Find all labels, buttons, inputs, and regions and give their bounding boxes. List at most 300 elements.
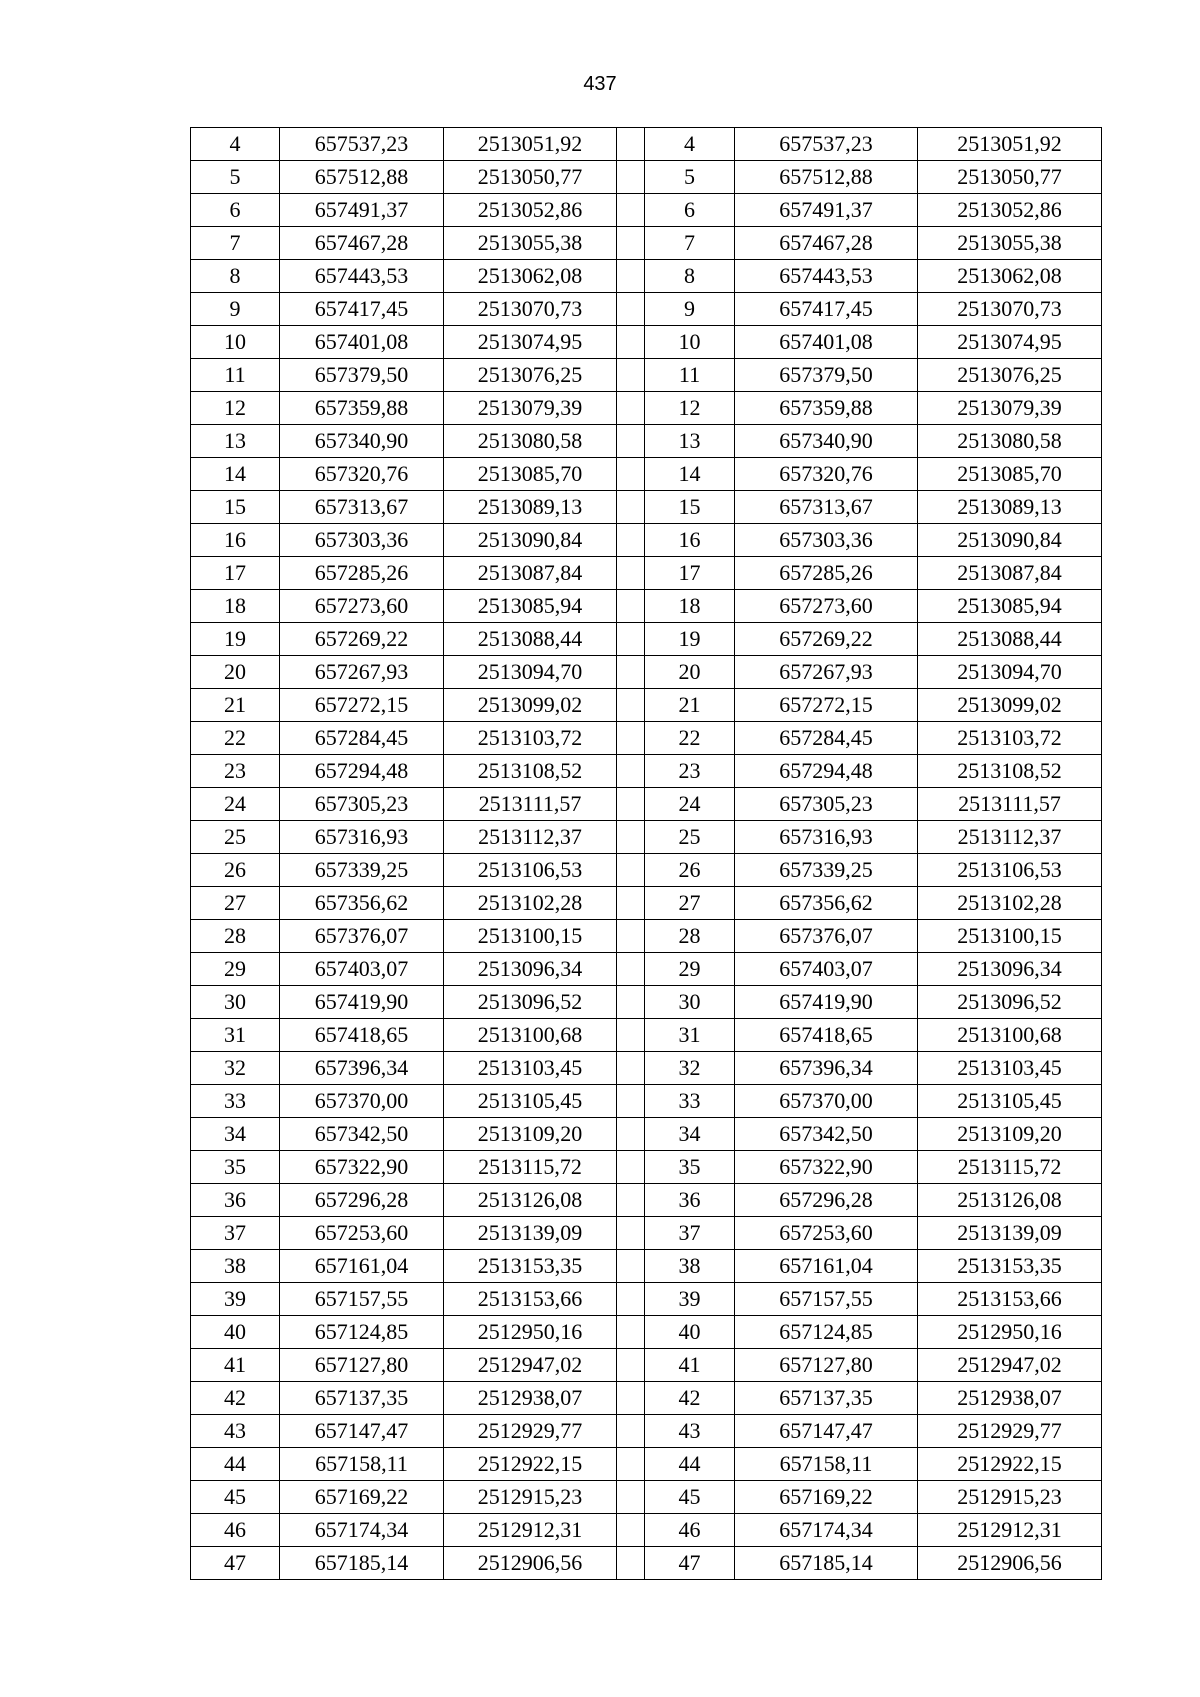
right-y-coordinate-cell: 2513100,15 xyxy=(918,920,1102,953)
table-row xyxy=(191,1415,1102,1448)
empty-separator-cell xyxy=(617,689,645,722)
left-y-coordinate-cell: 2513080,58 xyxy=(444,425,617,458)
left-x-coordinate-cell: 657272,15 xyxy=(280,689,444,722)
left-y-coordinate-cell: 2513074,95 xyxy=(444,326,617,359)
table-row xyxy=(191,392,1102,425)
table-row xyxy=(191,194,1102,227)
right-x-coordinate-cell: 657370,00 xyxy=(735,1085,918,1118)
empty-separator-cell xyxy=(617,1547,645,1580)
right-x-coordinate-cell: 657359,88 xyxy=(735,392,918,425)
right-point-number-cell: 4 xyxy=(645,128,735,161)
left-y-coordinate-cell: 2512950,16 xyxy=(444,1316,617,1349)
right-y-coordinate-cell: 2513111,57 xyxy=(918,788,1102,821)
right-x-coordinate-cell: 657267,93 xyxy=(735,656,918,689)
left-x-coordinate-cell: 657396,34 xyxy=(280,1052,444,1085)
right-point-number-cell: 26 xyxy=(645,854,735,887)
left-y-coordinate-cell: 2512922,15 xyxy=(444,1448,617,1481)
right-point-number-cell: 43 xyxy=(645,1415,735,1448)
left-y-coordinate-cell: 2513089,13 xyxy=(444,491,617,524)
table-row xyxy=(191,755,1102,788)
left-x-coordinate-cell: 657320,76 xyxy=(280,458,444,491)
left-x-coordinate-cell: 657356,62 xyxy=(280,887,444,920)
table-row xyxy=(191,986,1102,1019)
left-point-number-cell: 38 xyxy=(191,1250,280,1283)
right-x-coordinate-cell: 657491,37 xyxy=(735,194,918,227)
table-row xyxy=(191,590,1102,623)
right-y-coordinate-cell: 2513089,13 xyxy=(918,491,1102,524)
left-x-coordinate-cell: 657127,80 xyxy=(280,1349,444,1382)
right-x-coordinate-cell: 657379,50 xyxy=(735,359,918,392)
coordinates-table-body xyxy=(191,128,1102,1580)
empty-separator-cell xyxy=(617,227,645,260)
right-point-number-cell: 14 xyxy=(645,458,735,491)
left-y-coordinate-cell: 2513088,44 xyxy=(444,623,617,656)
right-x-coordinate-cell: 657158,11 xyxy=(735,1448,918,1481)
left-point-number-cell: 23 xyxy=(191,755,280,788)
right-point-number-cell: 39 xyxy=(645,1283,735,1316)
right-point-number-cell: 22 xyxy=(645,722,735,755)
table-row xyxy=(191,722,1102,755)
empty-separator-cell xyxy=(617,623,645,656)
table-row xyxy=(191,821,1102,854)
left-x-coordinate-cell: 657296,28 xyxy=(280,1184,444,1217)
empty-separator-cell xyxy=(617,1514,645,1547)
right-x-coordinate-cell: 657294,48 xyxy=(735,755,918,788)
left-x-coordinate-cell: 657157,55 xyxy=(280,1283,444,1316)
left-point-number-cell: 37 xyxy=(191,1217,280,1250)
left-point-number-cell: 28 xyxy=(191,920,280,953)
right-y-coordinate-cell: 2512950,16 xyxy=(918,1316,1102,1349)
right-y-coordinate-cell: 2512915,23 xyxy=(918,1481,1102,1514)
left-y-coordinate-cell: 2513108,52 xyxy=(444,755,617,788)
table-row xyxy=(191,260,1102,293)
empty-separator-cell xyxy=(617,458,645,491)
right-point-number-cell: 8 xyxy=(645,260,735,293)
empty-separator-cell xyxy=(617,590,645,623)
empty-separator-cell xyxy=(617,1448,645,1481)
right-x-coordinate-cell: 657303,36 xyxy=(735,524,918,557)
right-point-number-cell: 34 xyxy=(645,1118,735,1151)
right-y-coordinate-cell: 2512947,02 xyxy=(918,1349,1102,1382)
left-point-number-cell: 34 xyxy=(191,1118,280,1151)
right-y-coordinate-cell: 2513051,92 xyxy=(918,128,1102,161)
right-x-coordinate-cell: 657322,90 xyxy=(735,1151,918,1184)
left-point-number-cell: 43 xyxy=(191,1415,280,1448)
right-y-coordinate-cell: 2513070,73 xyxy=(918,293,1102,326)
left-x-coordinate-cell: 657419,90 xyxy=(280,986,444,1019)
right-point-number-cell: 40 xyxy=(645,1316,735,1349)
left-point-number-cell: 31 xyxy=(191,1019,280,1052)
right-point-number-cell: 9 xyxy=(645,293,735,326)
left-y-coordinate-cell: 2513106,53 xyxy=(444,854,617,887)
left-point-number-cell: 36 xyxy=(191,1184,280,1217)
left-y-coordinate-cell: 2513090,84 xyxy=(444,524,617,557)
right-y-coordinate-cell: 2513139,09 xyxy=(918,1217,1102,1250)
right-y-coordinate-cell: 2513153,66 xyxy=(918,1283,1102,1316)
left-point-number-cell: 15 xyxy=(191,491,280,524)
right-x-coordinate-cell: 657169,22 xyxy=(735,1481,918,1514)
empty-separator-cell xyxy=(617,1250,645,1283)
left-point-number-cell: 19 xyxy=(191,623,280,656)
table-row xyxy=(191,656,1102,689)
table-row xyxy=(191,1184,1102,1217)
left-y-coordinate-cell: 2512947,02 xyxy=(444,1349,617,1382)
left-y-coordinate-cell: 2513094,70 xyxy=(444,656,617,689)
left-y-coordinate-cell: 2513050,77 xyxy=(444,161,617,194)
left-y-coordinate-cell: 2513070,73 xyxy=(444,293,617,326)
empty-separator-cell xyxy=(617,1184,645,1217)
table-row xyxy=(191,491,1102,524)
right-y-coordinate-cell: 2513103,45 xyxy=(918,1052,1102,1085)
empty-separator-cell xyxy=(617,887,645,920)
right-point-number-cell: 13 xyxy=(645,425,735,458)
left-x-coordinate-cell: 657147,47 xyxy=(280,1415,444,1448)
left-y-coordinate-cell: 2513109,20 xyxy=(444,1118,617,1151)
right-point-number-cell: 37 xyxy=(645,1217,735,1250)
table-row xyxy=(191,557,1102,590)
left-x-coordinate-cell: 657443,53 xyxy=(280,260,444,293)
left-y-coordinate-cell: 2513112,37 xyxy=(444,821,617,854)
left-point-number-cell: 24 xyxy=(191,788,280,821)
empty-separator-cell xyxy=(617,161,645,194)
right-x-coordinate-cell: 657316,93 xyxy=(735,821,918,854)
right-y-coordinate-cell: 2513088,44 xyxy=(918,623,1102,656)
right-point-number-cell: 35 xyxy=(645,1151,735,1184)
empty-separator-cell xyxy=(617,1481,645,1514)
empty-separator-cell xyxy=(617,194,645,227)
right-point-number-cell: 19 xyxy=(645,623,735,656)
right-x-coordinate-cell: 657273,60 xyxy=(735,590,918,623)
left-y-coordinate-cell: 2513103,45 xyxy=(444,1052,617,1085)
left-y-coordinate-cell: 2513100,68 xyxy=(444,1019,617,1052)
right-point-number-cell: 44 xyxy=(645,1448,735,1481)
table-row xyxy=(191,1316,1102,1349)
right-y-coordinate-cell: 2513096,52 xyxy=(918,986,1102,1019)
left-x-coordinate-cell: 657124,85 xyxy=(280,1316,444,1349)
empty-separator-cell xyxy=(617,1316,645,1349)
right-x-coordinate-cell: 657537,23 xyxy=(735,128,918,161)
right-y-coordinate-cell: 2513115,72 xyxy=(918,1151,1102,1184)
empty-separator-cell xyxy=(617,392,645,425)
left-point-number-cell: 5 xyxy=(191,161,280,194)
table-row xyxy=(191,359,1102,392)
right-x-coordinate-cell: 657253,60 xyxy=(735,1217,918,1250)
left-y-coordinate-cell: 2512912,31 xyxy=(444,1514,617,1547)
right-y-coordinate-cell: 2513102,28 xyxy=(918,887,1102,920)
empty-separator-cell xyxy=(617,1283,645,1316)
right-y-coordinate-cell: 2512906,56 xyxy=(918,1547,1102,1580)
right-y-coordinate-cell: 2513050,77 xyxy=(918,161,1102,194)
right-point-number-cell: 12 xyxy=(645,392,735,425)
empty-separator-cell xyxy=(617,1019,645,1052)
right-point-number-cell: 15 xyxy=(645,491,735,524)
table-row xyxy=(191,1019,1102,1052)
left-x-coordinate-cell: 657512,88 xyxy=(280,161,444,194)
table-row xyxy=(191,524,1102,557)
empty-separator-cell xyxy=(617,128,645,161)
empty-separator-cell xyxy=(617,1151,645,1184)
right-point-number-cell: 18 xyxy=(645,590,735,623)
left-y-coordinate-cell: 2513139,09 xyxy=(444,1217,617,1250)
left-y-coordinate-cell: 2513126,08 xyxy=(444,1184,617,1217)
table-row xyxy=(191,854,1102,887)
left-x-coordinate-cell: 657313,67 xyxy=(280,491,444,524)
right-x-coordinate-cell: 657185,14 xyxy=(735,1547,918,1580)
right-x-coordinate-cell: 657396,34 xyxy=(735,1052,918,1085)
left-point-number-cell: 20 xyxy=(191,656,280,689)
left-y-coordinate-cell: 2512938,07 xyxy=(444,1382,617,1415)
table-row xyxy=(191,887,1102,920)
right-y-coordinate-cell: 2513052,86 xyxy=(918,194,1102,227)
left-y-coordinate-cell: 2513115,72 xyxy=(444,1151,617,1184)
left-y-coordinate-cell: 2513076,25 xyxy=(444,359,617,392)
left-x-coordinate-cell: 657376,07 xyxy=(280,920,444,953)
right-y-coordinate-cell: 2513055,38 xyxy=(918,227,1102,260)
table-row xyxy=(191,1250,1102,1283)
left-point-number-cell: 29 xyxy=(191,953,280,986)
empty-separator-cell xyxy=(617,656,645,689)
empty-separator-cell xyxy=(617,755,645,788)
right-point-number-cell: 24 xyxy=(645,788,735,821)
right-x-coordinate-cell: 657285,26 xyxy=(735,557,918,590)
empty-separator-cell xyxy=(617,326,645,359)
right-y-coordinate-cell: 2513085,70 xyxy=(918,458,1102,491)
right-point-number-cell: 47 xyxy=(645,1547,735,1580)
right-point-number-cell: 10 xyxy=(645,326,735,359)
right-point-number-cell: 27 xyxy=(645,887,735,920)
right-point-number-cell: 11 xyxy=(645,359,735,392)
right-x-coordinate-cell: 657161,04 xyxy=(735,1250,918,1283)
left-y-coordinate-cell: 2513096,34 xyxy=(444,953,617,986)
left-point-number-cell: 14 xyxy=(191,458,280,491)
right-y-coordinate-cell: 2513080,58 xyxy=(918,425,1102,458)
left-point-number-cell: 45 xyxy=(191,1481,280,1514)
left-y-coordinate-cell: 2513079,39 xyxy=(444,392,617,425)
right-point-number-cell: 25 xyxy=(645,821,735,854)
left-y-coordinate-cell: 2513062,08 xyxy=(444,260,617,293)
empty-separator-cell xyxy=(617,1085,645,1118)
left-x-coordinate-cell: 657370,00 xyxy=(280,1085,444,1118)
right-point-number-cell: 45 xyxy=(645,1481,735,1514)
right-y-coordinate-cell: 2513112,37 xyxy=(918,821,1102,854)
right-y-coordinate-cell: 2513109,20 xyxy=(918,1118,1102,1151)
left-point-number-cell: 44 xyxy=(191,1448,280,1481)
left-x-coordinate-cell: 657403,07 xyxy=(280,953,444,986)
empty-separator-cell xyxy=(617,1217,645,1250)
right-x-coordinate-cell: 657296,28 xyxy=(735,1184,918,1217)
right-x-coordinate-cell: 657272,15 xyxy=(735,689,918,722)
left-y-coordinate-cell: 2513085,70 xyxy=(444,458,617,491)
left-point-number-cell: 22 xyxy=(191,722,280,755)
empty-separator-cell xyxy=(617,293,645,326)
right-y-coordinate-cell: 2513100,68 xyxy=(918,1019,1102,1052)
right-point-number-cell: 36 xyxy=(645,1184,735,1217)
left-x-coordinate-cell: 657273,60 xyxy=(280,590,444,623)
left-x-coordinate-cell: 657303,36 xyxy=(280,524,444,557)
left-point-number-cell: 40 xyxy=(191,1316,280,1349)
table-row xyxy=(191,1217,1102,1250)
right-x-coordinate-cell: 657417,45 xyxy=(735,293,918,326)
left-x-coordinate-cell: 657294,48 xyxy=(280,755,444,788)
coordinates-table xyxy=(190,127,1102,1580)
left-point-number-cell: 10 xyxy=(191,326,280,359)
right-x-coordinate-cell: 657342,50 xyxy=(735,1118,918,1151)
left-point-number-cell: 42 xyxy=(191,1382,280,1415)
right-y-coordinate-cell: 2513108,52 xyxy=(918,755,1102,788)
left-point-number-cell: 9 xyxy=(191,293,280,326)
right-x-coordinate-cell: 657284,45 xyxy=(735,722,918,755)
right-y-coordinate-cell: 2513096,34 xyxy=(918,953,1102,986)
empty-separator-cell xyxy=(617,821,645,854)
left-y-coordinate-cell: 2513103,72 xyxy=(444,722,617,755)
right-point-number-cell: 46 xyxy=(645,1514,735,1547)
table-row xyxy=(191,1514,1102,1547)
left-point-number-cell: 46 xyxy=(191,1514,280,1547)
empty-separator-cell xyxy=(617,359,645,392)
right-y-coordinate-cell: 2513153,35 xyxy=(918,1250,1102,1283)
left-x-coordinate-cell: 657161,04 xyxy=(280,1250,444,1283)
table-row xyxy=(191,1283,1102,1316)
left-x-coordinate-cell: 657316,93 xyxy=(280,821,444,854)
table-row xyxy=(191,953,1102,986)
right-point-number-cell: 28 xyxy=(645,920,735,953)
empty-separator-cell xyxy=(617,524,645,557)
right-y-coordinate-cell: 2512912,31 xyxy=(918,1514,1102,1547)
right-x-coordinate-cell: 657512,88 xyxy=(735,161,918,194)
left-point-number-cell: 7 xyxy=(191,227,280,260)
right-x-coordinate-cell: 657137,35 xyxy=(735,1382,918,1415)
left-x-coordinate-cell: 657185,14 xyxy=(280,1547,444,1580)
empty-separator-cell xyxy=(617,986,645,1019)
right-point-number-cell: 30 xyxy=(645,986,735,1019)
table-row xyxy=(191,1382,1102,1415)
right-y-coordinate-cell: 2513079,39 xyxy=(918,392,1102,425)
empty-separator-cell xyxy=(617,788,645,821)
page-number: 437 xyxy=(583,73,617,95)
left-point-number-cell: 4 xyxy=(191,128,280,161)
right-point-number-cell: 42 xyxy=(645,1382,735,1415)
left-y-coordinate-cell: 2513051,92 xyxy=(444,128,617,161)
table-row xyxy=(191,293,1102,326)
table-row xyxy=(191,788,1102,821)
left-point-number-cell: 35 xyxy=(191,1151,280,1184)
left-point-number-cell: 8 xyxy=(191,260,280,293)
right-point-number-cell: 23 xyxy=(645,755,735,788)
right-y-coordinate-cell: 2513076,25 xyxy=(918,359,1102,392)
left-x-coordinate-cell: 657339,25 xyxy=(280,854,444,887)
right-y-coordinate-cell: 2513105,45 xyxy=(918,1085,1102,1118)
empty-separator-cell xyxy=(617,425,645,458)
right-x-coordinate-cell: 657339,25 xyxy=(735,854,918,887)
right-point-number-cell: 6 xyxy=(645,194,735,227)
empty-separator-cell xyxy=(617,722,645,755)
left-y-coordinate-cell: 2512929,77 xyxy=(444,1415,617,1448)
left-y-coordinate-cell: 2513087,84 xyxy=(444,557,617,590)
left-x-coordinate-cell: 657137,35 xyxy=(280,1382,444,1415)
right-y-coordinate-cell: 2513074,95 xyxy=(918,326,1102,359)
right-y-coordinate-cell: 2513126,08 xyxy=(918,1184,1102,1217)
left-point-number-cell: 16 xyxy=(191,524,280,557)
right-point-number-cell: 7 xyxy=(645,227,735,260)
left-x-coordinate-cell: 657269,22 xyxy=(280,623,444,656)
table-row xyxy=(191,1547,1102,1580)
empty-separator-cell xyxy=(617,1415,645,1448)
left-y-coordinate-cell: 2513111,57 xyxy=(444,788,617,821)
left-y-coordinate-cell: 2513153,66 xyxy=(444,1283,617,1316)
right-x-coordinate-cell: 657443,53 xyxy=(735,260,918,293)
table-row xyxy=(191,689,1102,722)
right-y-coordinate-cell: 2512929,77 xyxy=(918,1415,1102,1448)
right-x-coordinate-cell: 657157,55 xyxy=(735,1283,918,1316)
table-row xyxy=(191,1349,1102,1382)
right-point-number-cell: 38 xyxy=(645,1250,735,1283)
left-point-number-cell: 13 xyxy=(191,425,280,458)
empty-separator-cell xyxy=(617,1118,645,1151)
right-y-coordinate-cell: 2513103,72 xyxy=(918,722,1102,755)
table-row xyxy=(191,623,1102,656)
left-x-coordinate-cell: 657418,65 xyxy=(280,1019,444,1052)
right-x-coordinate-cell: 657403,07 xyxy=(735,953,918,986)
left-y-coordinate-cell: 2513153,35 xyxy=(444,1250,617,1283)
right-x-coordinate-cell: 657419,90 xyxy=(735,986,918,1019)
left-y-coordinate-cell: 2513099,02 xyxy=(444,689,617,722)
left-point-number-cell: 11 xyxy=(191,359,280,392)
left-y-coordinate-cell: 2512906,56 xyxy=(444,1547,617,1580)
right-y-coordinate-cell: 2512922,15 xyxy=(918,1448,1102,1481)
right-x-coordinate-cell: 657269,22 xyxy=(735,623,918,656)
left-point-number-cell: 25 xyxy=(191,821,280,854)
left-x-coordinate-cell: 657342,50 xyxy=(280,1118,444,1151)
right-x-coordinate-cell: 657320,76 xyxy=(735,458,918,491)
left-x-coordinate-cell: 657169,22 xyxy=(280,1481,444,1514)
left-x-coordinate-cell: 657340,90 xyxy=(280,425,444,458)
left-y-coordinate-cell: 2512915,23 xyxy=(444,1481,617,1514)
left-point-number-cell: 18 xyxy=(191,590,280,623)
right-x-coordinate-cell: 657340,90 xyxy=(735,425,918,458)
empty-separator-cell xyxy=(617,1349,645,1382)
left-x-coordinate-cell: 657359,88 xyxy=(280,392,444,425)
right-x-coordinate-cell: 657401,08 xyxy=(735,326,918,359)
left-y-coordinate-cell: 2513052,86 xyxy=(444,194,617,227)
right-x-coordinate-cell: 657418,65 xyxy=(735,1019,918,1052)
right-y-coordinate-cell: 2513099,02 xyxy=(918,689,1102,722)
left-x-coordinate-cell: 657174,34 xyxy=(280,1514,444,1547)
right-y-coordinate-cell: 2513062,08 xyxy=(918,260,1102,293)
left-x-coordinate-cell: 657467,28 xyxy=(280,227,444,260)
empty-separator-cell xyxy=(617,920,645,953)
empty-separator-cell xyxy=(617,491,645,524)
table-row xyxy=(191,1151,1102,1184)
right-point-number-cell: 32 xyxy=(645,1052,735,1085)
right-y-coordinate-cell: 2512938,07 xyxy=(918,1382,1102,1415)
table-row xyxy=(191,1052,1102,1085)
right-y-coordinate-cell: 2513106,53 xyxy=(918,854,1102,887)
left-point-number-cell: 27 xyxy=(191,887,280,920)
right-x-coordinate-cell: 657124,85 xyxy=(735,1316,918,1349)
left-y-coordinate-cell: 2513085,94 xyxy=(444,590,617,623)
empty-separator-cell xyxy=(617,260,645,293)
empty-separator-cell xyxy=(617,557,645,590)
left-point-number-cell: 30 xyxy=(191,986,280,1019)
left-y-coordinate-cell: 2513100,15 xyxy=(444,920,617,953)
left-point-number-cell: 41 xyxy=(191,1349,280,1382)
table-row xyxy=(191,1481,1102,1514)
left-point-number-cell: 6 xyxy=(191,194,280,227)
table-row xyxy=(191,1118,1102,1151)
left-x-coordinate-cell: 657401,08 xyxy=(280,326,444,359)
left-x-coordinate-cell: 657379,50 xyxy=(280,359,444,392)
left-point-number-cell: 17 xyxy=(191,557,280,590)
